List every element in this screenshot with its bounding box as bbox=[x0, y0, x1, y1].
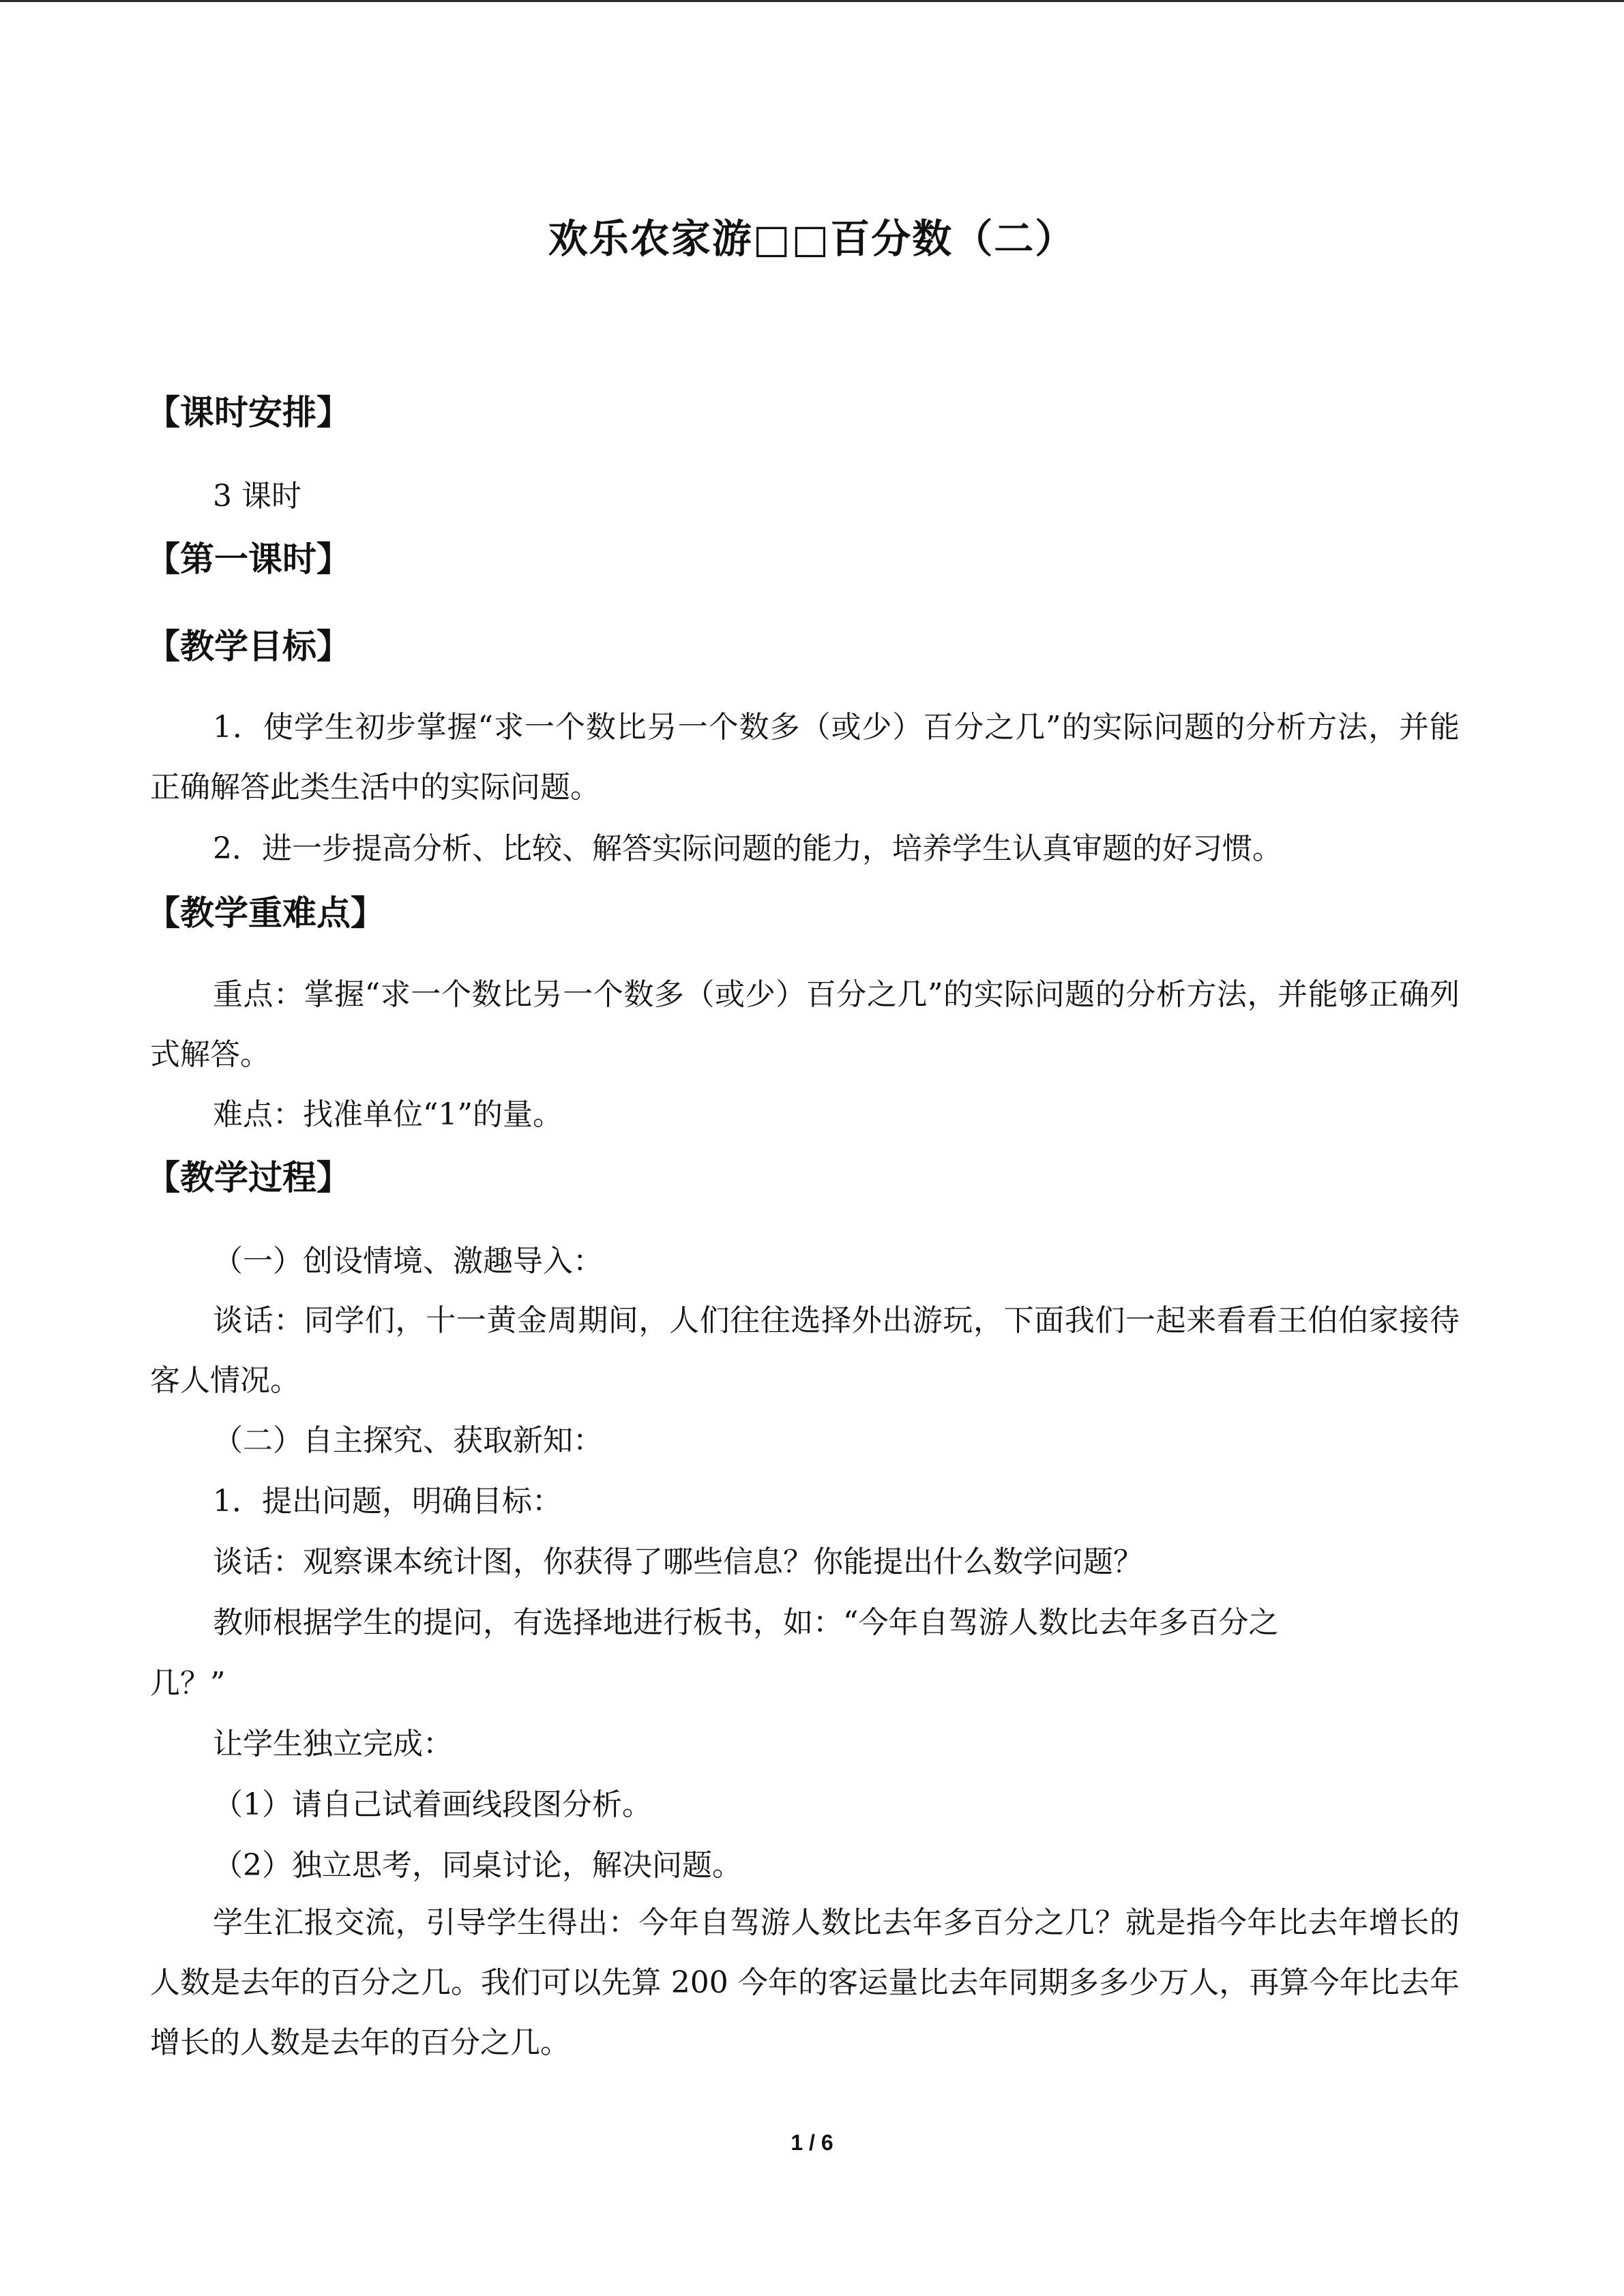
step2-title: （二）自主探究、获取新知： bbox=[213, 1423, 603, 1458]
step1-talk: 谈话：同学们，十一黄金周期间，人们往往选择外出游玩，下面我们一起来看看王伯伯家接待客人情况。 bbox=[150, 1303, 1460, 1398]
step1-title: （一）创设情境、激趣导入： bbox=[213, 1244, 603, 1279]
step2-item1: 1．提出问题，明确目标： bbox=[213, 1484, 562, 1519]
task-1: （1）请自己试着画线段图分析。 bbox=[213, 1787, 652, 1822]
process-heading: 【教学过程】 bbox=[146, 1158, 351, 1197]
key-points-heading: 【教学重难点】 bbox=[146, 893, 385, 933]
schedule-heading: 【课时安排】 bbox=[146, 393, 351, 432]
page-number: 1 / 6 bbox=[791, 2130, 833, 2155]
goals-heading: 【教学目标】 bbox=[146, 627, 351, 666]
difficulty: 难点：找准单位“1”的量。 bbox=[213, 1097, 563, 1132]
goal-1: 1．使学生初步掌握“求一个数比另一个数多（或少）百分之几”的实际问题的分析方法，并能正确解答此类生活中的实际问题。 bbox=[150, 710, 1460, 805]
teacher-board-line1: 教师根据学生的提问，有选择地进行板书，如：“今年自驾游人数比去年多百分之 bbox=[213, 1605, 1279, 1640]
task-2: （2）独立思考，同桌讨论，解决问题。 bbox=[213, 1848, 742, 1883]
report-paragraph: 学生汇报交流，引导学生得出：今年自驾游人数比去年多百分之几？就是指今年比去年增长的人数是去年的百分之几。我们可以先算 200 今年的客运量比去年同期多多少万人，再算今年比去年增长的人数是去年的百分之几。 bbox=[150, 1905, 1460, 2060]
top-border-rule bbox=[0, 0, 1624, 2]
student-task: 让学生独立完成： bbox=[213, 1727, 453, 1761]
goal-2: 2．进一步提高分析、比较、解答实际问题的能力，培养学生认真审题的好习惯。 bbox=[213, 831, 1282, 866]
document-title: 欢乐农家游□□百分数（二） bbox=[548, 215, 1076, 262]
schedule-text: 3 课时 bbox=[213, 479, 301, 513]
step2-talk: 谈话：观察课本统计图，你获得了哪些信息？你能提出什么数学问题？ bbox=[213, 1545, 1143, 1579]
lesson1-heading: 【第一课时】 bbox=[146, 539, 351, 579]
teacher-board-line2: 几？” bbox=[150, 1666, 226, 1701]
key-point: 重点：掌握“求一个数比另一个数多（或少）百分之几”的实际问题的分析方法，并能够正确列式解答。 bbox=[150, 977, 1460, 1072]
